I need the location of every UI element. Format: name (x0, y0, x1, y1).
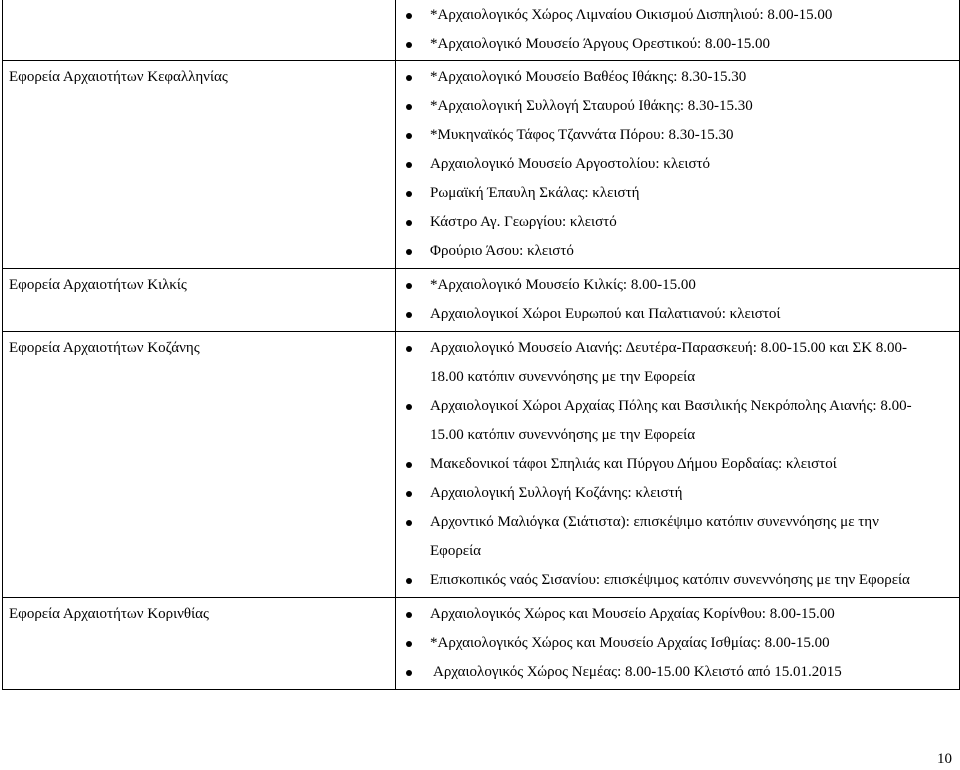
ephoreia-name (3, 0, 395, 5)
list-item: Αρχαιολογικό Μουσείο Αργοστολίου: κλειστό (396, 150, 959, 179)
list-item: *Αρχαιολογικός Χώρος και Μουσείο Αρχαίας Ισθμίας: 8.00-15.00 (396, 629, 959, 658)
list-item: *Αρχαιολογική Συλλογή Σταυρού Ιθάκης: 8.30-15.30 (396, 92, 959, 121)
ephoreia-cell (3, 269, 396, 332)
ephoreia-cell (3, 0, 396, 61)
list-item: Αρχαιολογικός Χώρος και Μουσείο Αρχαίας Κορίνθου: 8.00-15.00 (396, 600, 959, 629)
sites-cell (396, 598, 960, 690)
list-item: Επισκοπικός ναός Σισανίου: επισκέψιμος κατόπιν συνεννόησης με την Εφορεία (396, 566, 959, 597)
list-item: Αρχοντικό Μαλιόγκα (Σιάτιστα): επισκέψιμο κατόπιν συνεννόησης με την Εφορεία (396, 508, 959, 566)
ephoreia-name: Εφορεία Αρχαιοτήτων Κοζάνης (9, 340, 200, 356)
list-item: Αρχαιολογικοί Χώροι Αρχαίας Πόλης και Βασιλικής Νεκρόπολης Αιανής: 8.00-15.00 κατόπιν συνεννόησης με την Εφορεία (396, 392, 959, 450)
list-item: Αρχαιολογικοί Χώροι Ευρωπού και Παλατιανού: κλειστοί (396, 300, 959, 331)
list-item: Αρχαιολογικός Χώρος Νεμέας: 8.00-15.00 Κλειστό από 15.01.2015 (396, 658, 959, 689)
list-item: *Αρχαιολογικό Μουσείο Βαθέος Ιθάκης: 8.30-15.30 (396, 63, 959, 92)
list-item: Κάστρο Αγ. Γεωργίου: κλειστό (396, 208, 959, 237)
list-item: *Αρχαιολογικός Χώρος Λιμναίου Οικισμού Δισπηλιού: 8.00-15.00 (396, 1, 959, 30)
list-item: *Μυκηναϊκός Τάφος Τζαννάτα Πόρου: 8.30-15.30 (396, 121, 959, 150)
list-item: *Αρχαιολογικό Μουσείο Κιλκίς: 8.00-15.00 (396, 271, 959, 300)
table-row (3, 598, 960, 690)
table-row (3, 0, 960, 61)
list-item: Φρούριο Άσου: κλειστό (396, 237, 959, 268)
ephoreia-cell (3, 598, 396, 690)
table-row (3, 332, 960, 598)
sites-cell (396, 332, 960, 598)
sites-cell (396, 0, 960, 61)
sites-cell (396, 61, 960, 269)
list-item: *Αρχαιολογικό Μουσείο Άργους Ορεστικού: 8.00-15.00 (396, 30, 959, 60)
ephoreia-name: Εφορεία Αρχαιοτήτων Κιλκίς (9, 277, 187, 293)
ephoreia-name: Εφορεία Αρχαιοτήτων Κεφαλληνίας (9, 69, 228, 85)
list-item: Ρωμαϊκή Έπαυλη Σκάλας: κλειστή (396, 179, 959, 208)
table-row (3, 269, 960, 332)
list-item: Αρχαιολογική Συλλογή Κοζάνης: κλειστή (396, 479, 959, 508)
page-number: 10 (937, 751, 952, 767)
ephoreia-name: Εφορεία Αρχαιοτήτων Κορινθίας (9, 606, 209, 622)
opening-hours-table (2, 0, 960, 690)
list-item: Μακεδονικοί τάφοι Σπηλιάς και Πύργου Δήμου Εορδαίας: κλειστοί (396, 450, 959, 479)
ephoreia-cell (3, 61, 396, 269)
ephoreia-cell (3, 332, 396, 598)
list-item: Αρχαιολογικό Μουσείο Αιανής: Δευτέρα-Παρασκευή: 8.00-15.00 και ΣΚ 8.00-18.00 κατόπιν συνεννόησης με την Εφορεία (396, 334, 959, 392)
table-row (3, 61, 960, 269)
sites-cell (396, 269, 960, 332)
